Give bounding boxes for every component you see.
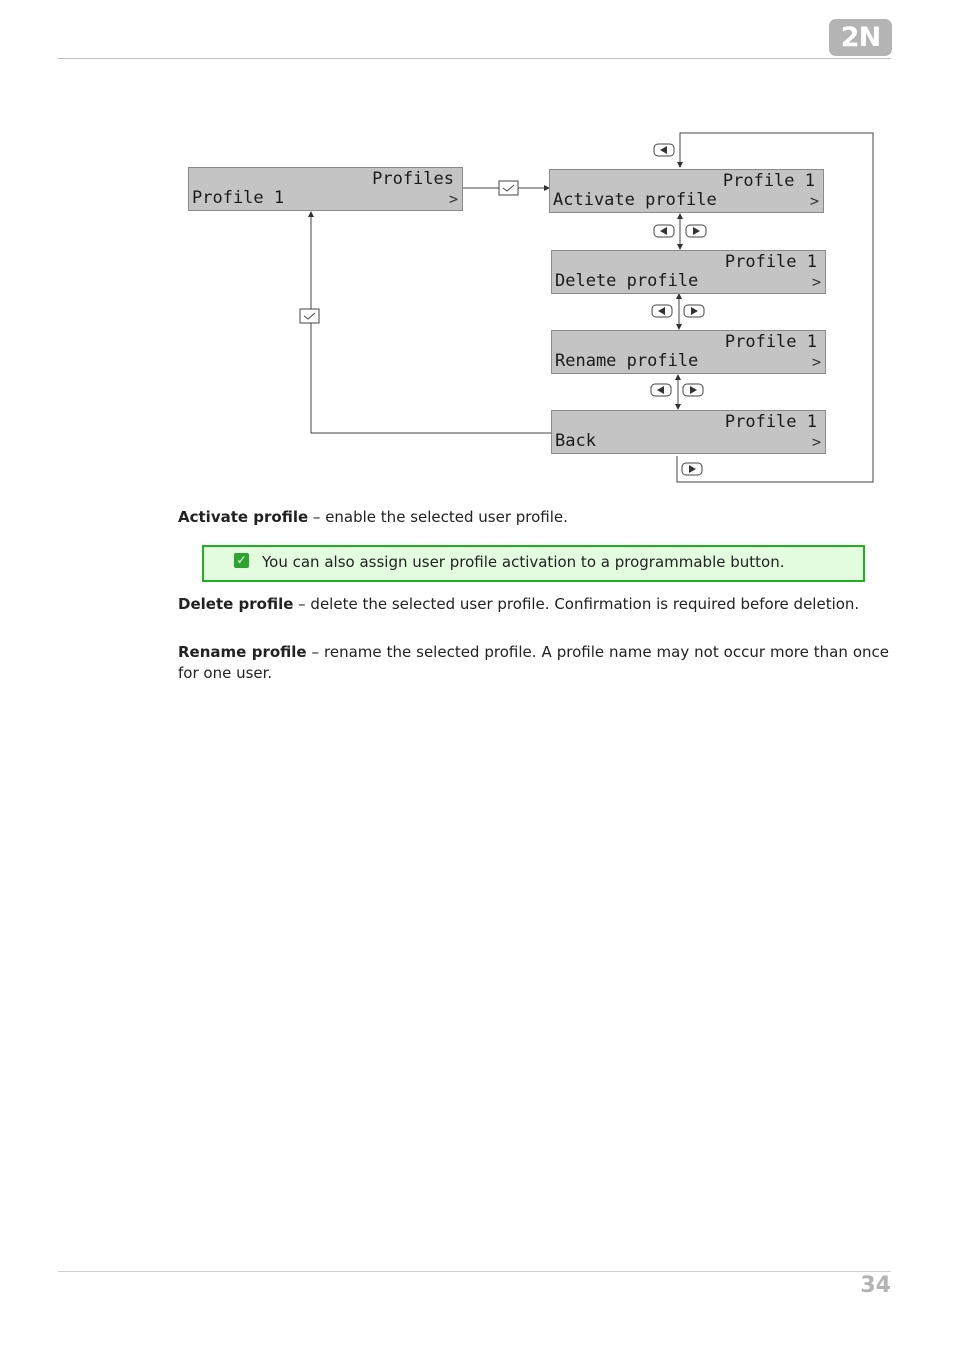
chevron-right-icon: > — [811, 353, 821, 371]
lcd-line-1: Profile 1 — [724, 332, 817, 352]
term-delete-profile: Delete profile — [178, 595, 294, 613]
activate-profile-description: – enable the selected user profile. — [308, 508, 568, 526]
left-key-icon — [651, 384, 671, 396]
lcd-line-1: Profile 1 — [722, 171, 815, 191]
ok-key-icon — [300, 309, 319, 323]
chevron-right-icon: > — [448, 190, 458, 208]
lcd-line-2: Profile 1 — [192, 188, 285, 208]
chevron-right-icon: > — [809, 192, 819, 210]
tip-box — [202, 545, 865, 582]
left-key-icon — [652, 305, 672, 317]
right-key-icon — [684, 305, 704, 317]
page-number: 34 — [860, 1273, 891, 1298]
company-logo: 2N — [829, 19, 892, 56]
right-key-icon — [682, 463, 702, 475]
left-key-icon — [654, 144, 674, 156]
lcd-line-2: Activate profile — [553, 190, 717, 210]
delete-profile-paragraph — [178, 594, 889, 615]
rename-profile-paragraph — [178, 642, 889, 684]
lcd-line-2: Back — [555, 431, 596, 451]
right-key-icon — [686, 225, 706, 237]
lcd-delete-profile-screen — [551, 250, 826, 294]
tip-text: You can also assign user profile activation to a programmable button. — [262, 553, 785, 571]
rename-profile-description: – rename the selected profile. A profile name may not occur more than once for one user. — [178, 643, 889, 682]
lcd-line-2: Delete profile — [555, 271, 699, 291]
lcd-profiles-screen — [188, 167, 463, 211]
footer-divider — [58, 1271, 891, 1272]
right-key-icon — [683, 384, 703, 396]
check-icon: ✓ — [234, 553, 249, 568]
ok-key-icon — [499, 181, 518, 195]
lcd-back-screen — [551, 410, 826, 454]
lcd-line-1: Profile 1 — [724, 252, 817, 272]
activate-profile-paragraph — [178, 507, 889, 528]
lcd-line-2: Rename profile — [555, 351, 699, 371]
lcd-line-1: Profiles — [372, 169, 454, 189]
term-activate-profile: Activate profile — [178, 508, 309, 526]
delete-profile-description: – delete the selected user profile. Confirmation is required before deletion. — [293, 595, 860, 613]
left-key-icon — [654, 225, 674, 237]
chevron-right-icon: > — [811, 433, 821, 451]
lcd-line-1: Profile 1 — [724, 412, 817, 432]
term-rename-profile: Rename profile — [178, 643, 307, 661]
profile-menu-diagram — [0, 0, 954, 500]
lcd-activate-profile-screen — [549, 169, 824, 213]
chevron-right-icon: > — [811, 273, 821, 291]
lcd-rename-profile-screen — [551, 330, 826, 374]
